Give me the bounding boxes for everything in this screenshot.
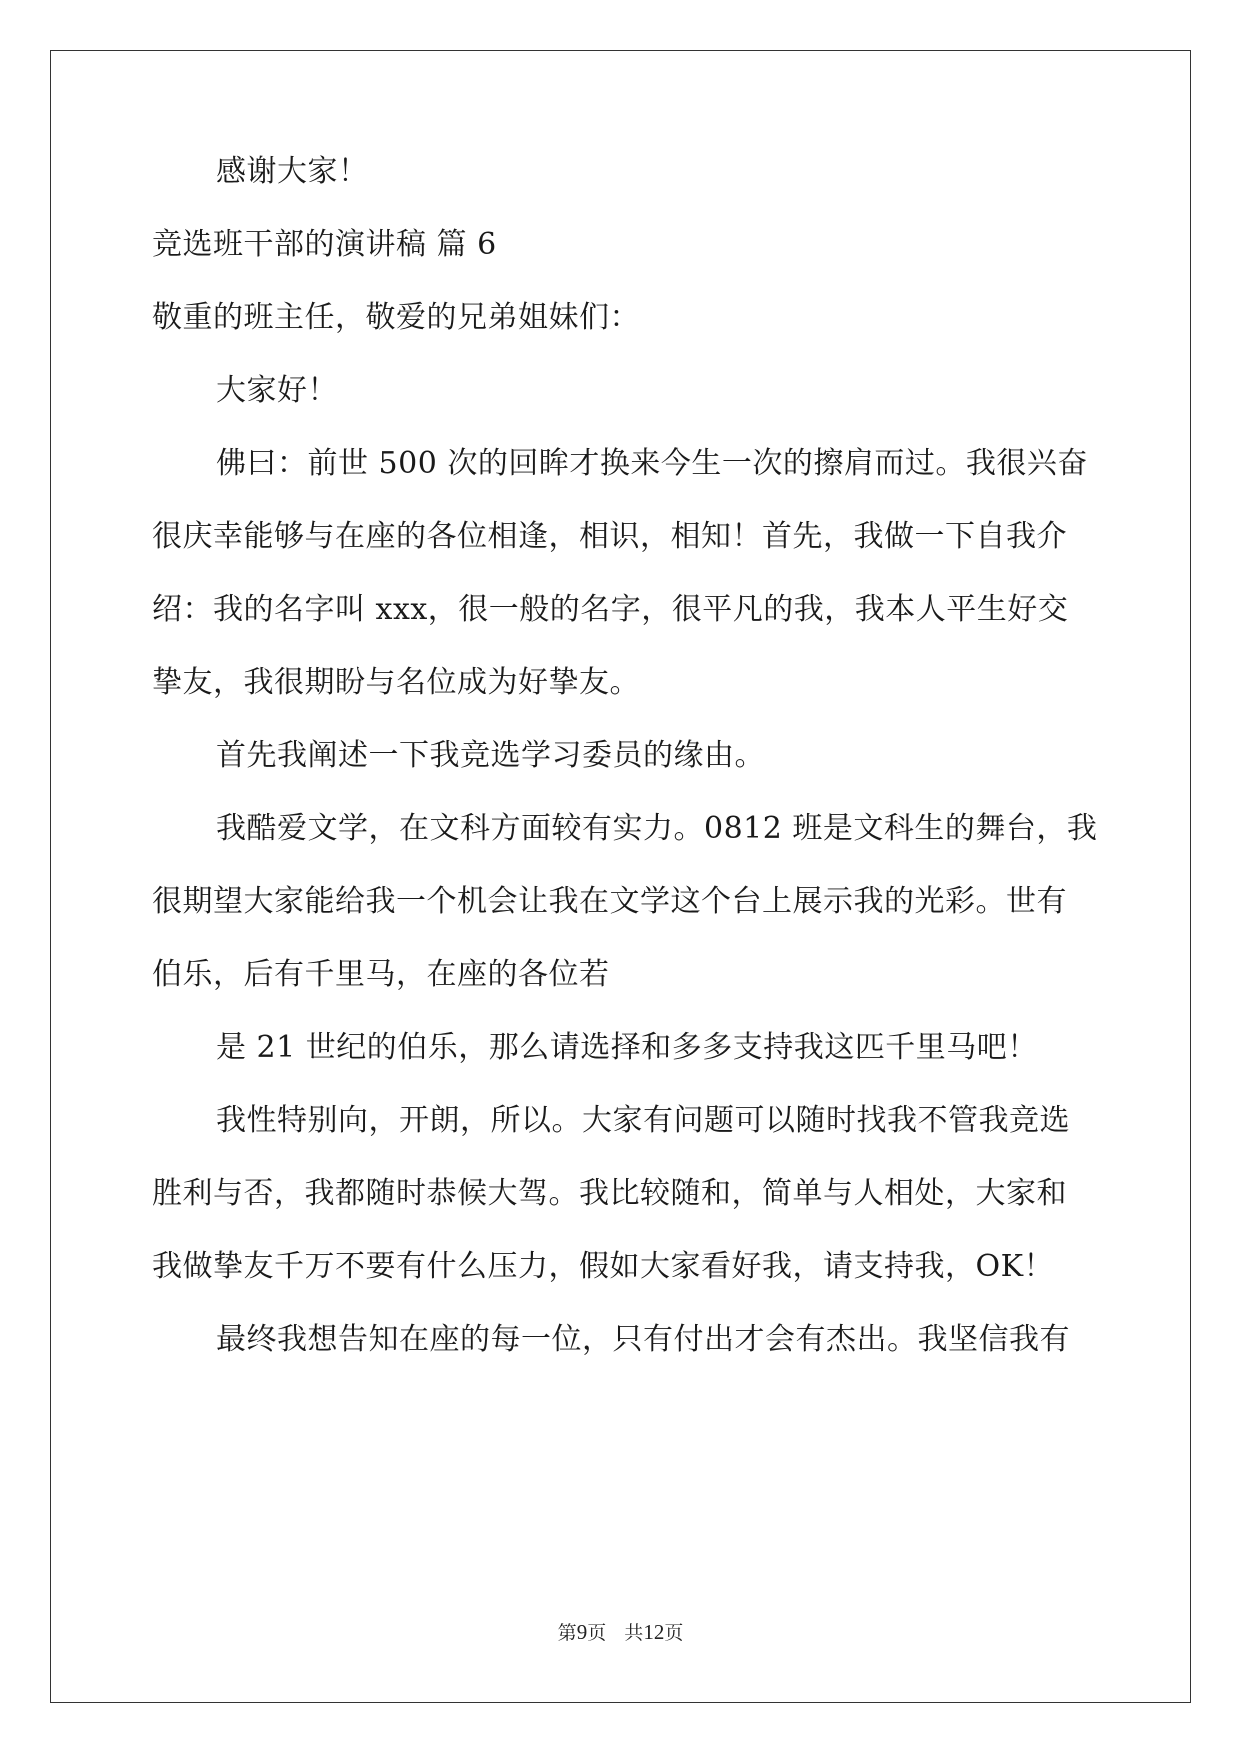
paragraph-3-line-1: 我酷爱文学，在文科方面较有实力。0812 班是文科生的舞台，我 xyxy=(216,811,1098,846)
paragraph-1-line-4: 挚友，我很期盼与名位成为好挚友。 xyxy=(152,665,640,700)
footer-page-number: 9 xyxy=(576,1620,588,1644)
paragraph-5-line-3: 我做挚友千万不要有什么压力，假如大家看好我，请支持我，OK！ xyxy=(152,1249,1055,1284)
paragraph-6-line-1: 最终我想告知在座的每一位，只有付出才会有杰出。我坚信我有 xyxy=(216,1322,1070,1357)
paragraph-2-line-1: 首先我阐述一下我竞选学习委员的缘由。 xyxy=(216,738,765,773)
paragraph-5-line-1: 我性特别向，开朗，所以。大家有问题可以随时找我不管我竞选 xyxy=(216,1103,1070,1138)
page-footer xyxy=(0,1618,1241,1645)
paragraph-5-line-2: 胜利与否，我都随时恭候大驾。我比较随和，简单与人相处，大家和 xyxy=(152,1176,1067,1211)
text-line-1: 感谢大家！ xyxy=(216,154,369,189)
section-heading: 竞选班干部的演讲稿 篇 6 xyxy=(152,227,497,262)
paragraph-1-line-2: 很庆幸能够与在座的各位相逢，相识，相知！首先，我做一下自我介 xyxy=(152,519,1067,554)
greeting: 大家好！ xyxy=(216,373,338,408)
footer-total-pages: 12 xyxy=(643,1620,665,1644)
salutation: 敬重的班主任，敬爱的兄弟姐妹们： xyxy=(152,300,640,335)
footer-suffix: 页 xyxy=(664,1622,684,1644)
paragraph-1-line-3: 绍：我的名字叫 xxx，很一般的名字，很平凡的我，我本人平生好交 xyxy=(152,592,1069,627)
paragraph-4-line-1: 是 21 世纪的伯乐，那么请选择和多多支持我这匹千里马吧！ xyxy=(216,1030,1038,1065)
footer-mid: 页 共 xyxy=(587,1622,644,1644)
paragraph-3-line-2: 很期望大家能给我一个机会让我在文学这个台上展示我的光彩。世有 xyxy=(152,884,1067,919)
footer-prefix: 第 xyxy=(557,1622,577,1644)
paragraph-3-line-3: 伯乐，后有千里马，在座的各位若 xyxy=(152,957,610,992)
paragraph-1-line-1: 佛曰：前世 500 次的回眸才换来今生一次的擦肩而过。我很兴奋 xyxy=(216,446,1088,481)
